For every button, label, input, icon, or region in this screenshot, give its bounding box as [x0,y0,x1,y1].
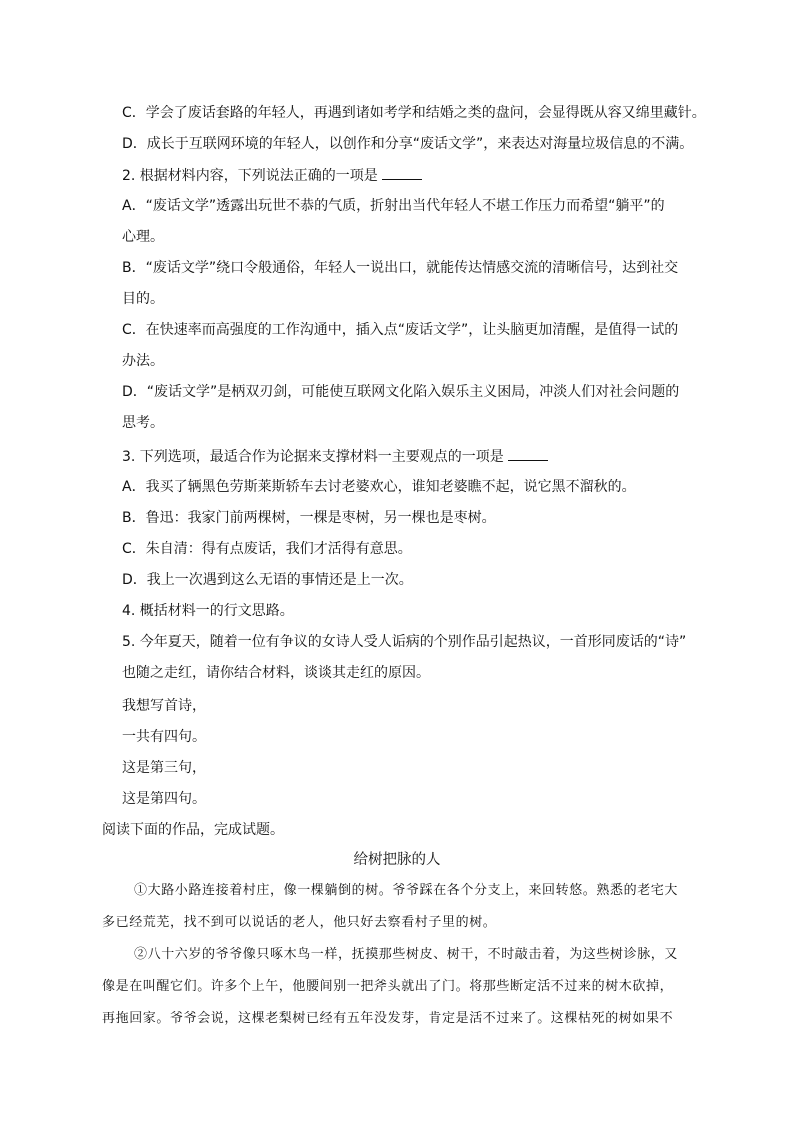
question-2-text: 2. 根据材料内容，下列说法正确的一项是 [122,168,378,184]
option-c-q2-cont: 办法。 [122,353,164,369]
story-paragraph-2-cont2: 再拖回家。爷爷会说，这棵老梨树已经有五年没发芽，肯定是活不过来了。这棵枯死的树如果不 [102,1011,674,1026]
question-5-cont: 也随之走红，请你结合材料，谈谈其走红的原因。 [122,665,430,681]
story-paragraph-1-cont: 多已经荒芜，找不到可以说话的老人，他只好去察看村子里的树。 [102,915,497,930]
poem-line-3: 这是第三句， [122,760,206,776]
question-5: 5. 今年夏天，随着一位有争议的女诗人受人诟病的个别作品引起热议，一首形同废话的“诗” [122,634,687,650]
poem-line-1: 我想写首诗， [122,698,206,714]
option-d-q2-cont: 思考。 [122,415,164,431]
option-b-q3: B．鲁迅：我家门前两棵树，一棵是枣树，另一棵也是枣树。 [122,510,496,526]
reading-instruction: 阅读下面的作品，完成试题。 [102,822,284,838]
story-paragraph-2: ②八十六岁的爷爷像只啄木鸟一样，抚摸那些树皮、树干，不时敲击着，为这些树诊脉，又 [134,947,679,962]
question-3-text: 3. 下列选项，最适合作为论据来支撑材料一主要观点的一项是 [122,449,504,465]
story-paragraph-1: ①大路小路连接着村庄，像一棵躺倒的树。爷爷踩在各个分支上，来回转悠。熟悉的老宅大 [134,883,679,898]
poem-line-2: 一共有四句。 [122,729,206,745]
option-d-q3: D．我上一次遇到这么无语的事情还是上一次。 [122,572,413,588]
option-a-q2-cont: 心理。 [122,229,164,245]
option-c-q2: C．在快速率而高强度的工作沟通中，插入点“废话文学”，让头脑更加清醒，是值得一试的 [122,322,679,338]
question-2 [122,165,422,186]
story-title: 给树把脉的人 [353,852,441,868]
poem-line-4: 这是第四句。 [122,791,206,807]
option-d-q1: D．成长于互联网环境的年轻人，以创作和分享“废话文学”，来表达对海量垃圾信息的不满。 [122,136,694,152]
option-a-q3: A．我买了辆黑色劳斯莱斯轿车去讨老婆欢心，谁知老婆瞧不起，说它黑不溜秋的。 [122,479,636,495]
story-paragraph-2-cont1: 像是在叫醒它们。许多个上午，他腰间别一把斧头就出了门。将那些断定活不过来的树木砍掉， [102,979,674,994]
option-a-q2: A．“废话文学”透露出玩世不恭的气质，折射出当代年轻人不堪工作压力而希望“躺平”的 [122,198,665,214]
option-b-q2-cont: 目的。 [122,291,164,307]
question-4: 4. 概括材料一的行文思路。 [122,603,294,619]
answer-blank [508,446,548,461]
option-b-q2: B．“废话文学”绕口令般通俗，年轻人一说出口，就能传达情感交流的清晰信号，达到社交 [122,260,679,276]
option-c-q3: C．朱自清：得有点废话，我们才活得有意思。 [122,541,412,557]
question-3 [122,446,548,467]
option-d-q2: D．“废话文学”是柄双刃剑，可能使互联网文化陷入娱乐主义困局，冲淡人们对社会问题的 [122,384,680,400]
option-c-q1: C．学会了废话套路的年轻人，再遇到诸如考学和结婚之类的盘问，会显得既从容又绵里藏针。 [122,105,706,121]
answer-blank [382,165,422,180]
